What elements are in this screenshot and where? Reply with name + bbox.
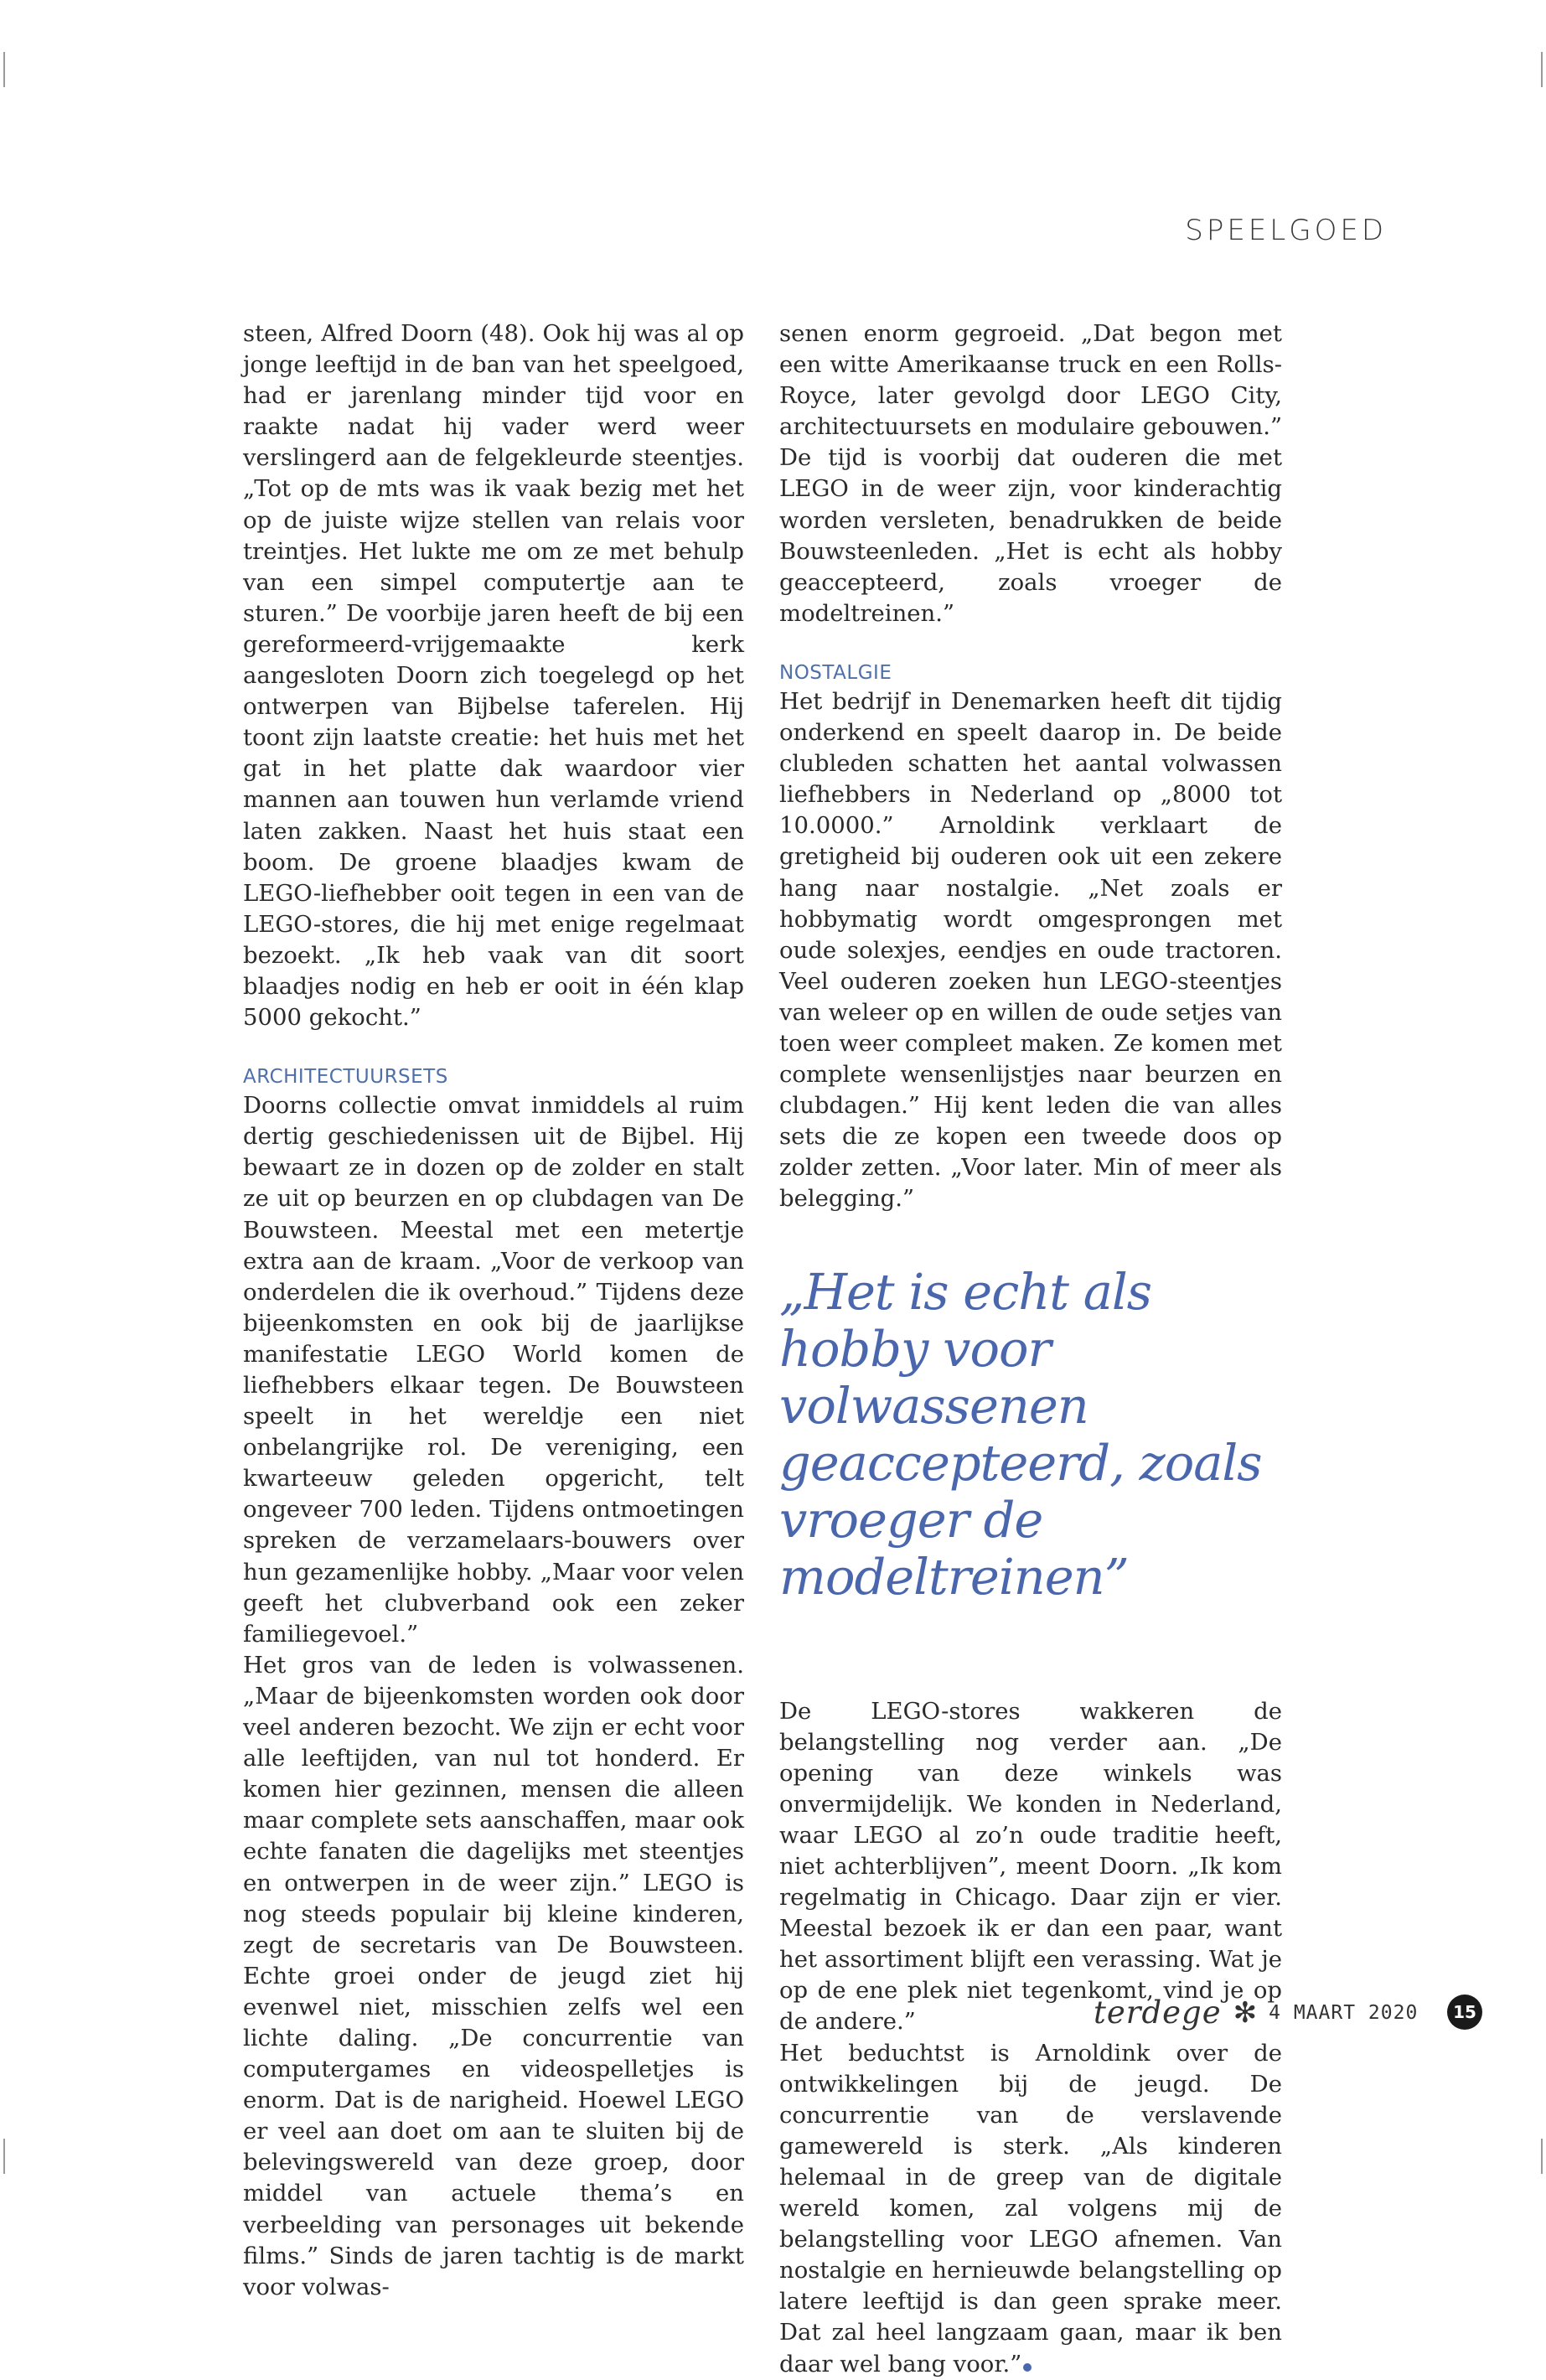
crop-mark-bottom-right bbox=[1541, 2139, 1543, 2174]
paragraph: steen, Alfred Doorn (48). Ook hij was al op jonge leeftijd in de ban van het speelgoed, had er jarenlang minder tijd voor en raakte nadat hij vader werd weer verslingerd aan de felgekleurde steentjes. „Tot op de mts was ik vaak bezig met het op de juiste wijze stellen van relais voor treintjes. Het lukte me om ze met behulp van een simpel computertje aan te sturen.” De voorbije jaren heeft de bij een gereformeerd-vrijgemaakte kerk aangesloten Doorn zich toegelegd op het ontwerpen van Bijbelse taferelen. Hij toont zijn laatste creatie: het huis met het gat in het platte dak waardoor vier mannen aan touwen hun verlamde vriend laten zakken. Naast het huis staat een boom. De groene blaadjes kwam de LEGO-liefhebber ooit tegen in een van de LEGO-stores, die hij met enige regelmaat bezoekt. „Ik heb vaak van dit soort blaadjes nodig en heb er ooit in één klap 5000 gekocht.” bbox=[243, 320, 744, 1032]
page-footer bbox=[1094, 1995, 1418, 2031]
subheading-nostalgie: NOSTALGIE bbox=[779, 661, 892, 684]
end-mark-icon bbox=[1023, 2363, 1032, 2372]
paragraph: Het gros van de leden is volwassenen. „Maar de bijeenkomsten worden ook door veel anderen bezocht. We zijn er echt voor alle leeftijden, van nul tot honderd. Er komen hier gezinnen, mensen die alleen maar complete sets aanschaffen, maar ook echte fanaten die dagelijks met steentjes en ontwerpen in de weer zijn.” LEGO is nog steeds populair bij kleine kinderen, zegt de secretaris van De Bouwsteen. Echte groei onder de jeugd ziet hij evenwel niet, misschien zelfs wel een lichte daling. „De concurrentie van computergames en videospelletjes is enorm. Dat is de narigheid. Hoewel LEGO er veel aan doet om aan te sluiten bij de belevingswereld van deze groep, door middel van actuele thema’s en verbeelding van personages uit bekende films.” Sinds de jaren tachtig is de markt voor volwas- bbox=[243, 1651, 744, 2300]
issue-date: 4 MAART 2020 bbox=[1269, 2001, 1419, 2024]
paragraph: Het bedrijf in Denemarken heeft dit tijdig onderkend en speelt daarop in. De beide clubleden schatten het aantal volwassen liefhebbers in Nederland op „8000 tot 10.0000.” Arnoldink verklaart de gretigheid bij ouderen ook uit een zekere hang naar nostalgie. „Net zoals er hobbymatig wordt omgesprongen met oude solexjes, eendjes en oude tractoren. Veel ouderen zoeken hun LEGO-steentjes van weleer op en willen de oude setjes van toen weer compleet maken. Ze komen met complete wensenlijstjes naar beurzen en clubdagen.” Hij kent leden die van alles sets die ze kopen een tweede doos op zolder zetten. „Voor later. Min of meer als belegging.” bbox=[779, 687, 1282, 1213]
page-number: 15 bbox=[1447, 1995, 1482, 2030]
pull-quote: „Het is echt als hobby voor volwassenen geaccepteerd, zoals vroeger de modeltreinen” bbox=[779, 1262, 1262, 1606]
paragraph-final-text: Het beduchtst is Arnoldink over de ontwikkelingen bij de jeugd. De concurrentie van de verslavende gamewereld is sterk. „Als kinderen helemaal in de greep van de digitale wereld komen, zal volgens mij de belangstelling voor LEGO afnemen. Van nostalgie en hernieuwde belangstelling op latere leeftijd is dan geen sprake meer. Dat zal heel langzaam gaan, maar ik ben daar wel bang voor.” bbox=[779, 2039, 1282, 2377]
paragraph: senen enorm gegroeid. „Dat begon met een witte Amerikaanse truck en een Rolls-Royce, later gevolgd door LEGO City, architectuursets en modulaire gebouwen.” De tijd is voorbij dat ouderen die met LEGO in de weer zijn, voor kinderachtig worden versleten, benadrukken de beide Bouwsteenleden. „Het is echt als hobby geaccepteerd, zoals vroeger de modeltreinen.” bbox=[779, 320, 1282, 627]
paragraph-final bbox=[779, 2038, 1282, 2380]
crop-mark-top-right bbox=[1541, 52, 1543, 87]
paragraph: De LEGO-stores wakkeren de belangstelling nog verder aan. „De opening van deze winkels was onvermijdelijk. We konden in Nederland, waar LEGO al zo’n oude traditie heeft, niet achterblijven”, meent Doorn. „Ik kom regelmatig in Chicago. Daar zijn er vier. Meestal bezoek ik er dan een paar, want het assortiment blijft een verassing. Wat je op de ene plek niet tegenkomt, vind je op de andere.” bbox=[779, 1697, 1282, 2036]
asterisk-icon: ✻ bbox=[1233, 1995, 1258, 2030]
magazine-brand: terdege bbox=[1094, 1995, 1222, 2031]
crop-mark-bottom-left bbox=[3, 2139, 5, 2174]
article-column-right bbox=[779, 318, 1282, 2380]
article-column-left bbox=[243, 318, 744, 2303]
section-label: SPEELGOED bbox=[1185, 214, 1387, 247]
paragraph: Doorns collectie omvat inmiddels al ruim dertig geschiedenissen uit de Bijbel. Hij bewaart ze in dozen op de zolder en stalt ze uit op beurzen en op clubdagen van De Bouwsteen. Meestal met een metertje extra aan de kraam. „Voor de verkoop van onderdelen die ik overhoud.” Tijdens deze bijeenkomsten en ook bij de jaarlijkse manifestatie LEGO World komen de liefhebbers elkaar tegen. De Bouwsteen speelt in het wereldje een niet onbelangrijke rol. De vereniging, een kwarteeuw geleden opgericht, telt ongeveer 700 leden. Tijdens ontmoetingen spreken de verzamelaars-bouwers over hun gezamenlijke hobby. „Maar voor velen geeft het clubverband ook een zeker familiegevoel.” bbox=[243, 1092, 744, 1648]
subheading-architectuursets: ARCHITECTUURSETS bbox=[243, 1066, 448, 1089]
crop-mark-top-left bbox=[3, 52, 5, 87]
